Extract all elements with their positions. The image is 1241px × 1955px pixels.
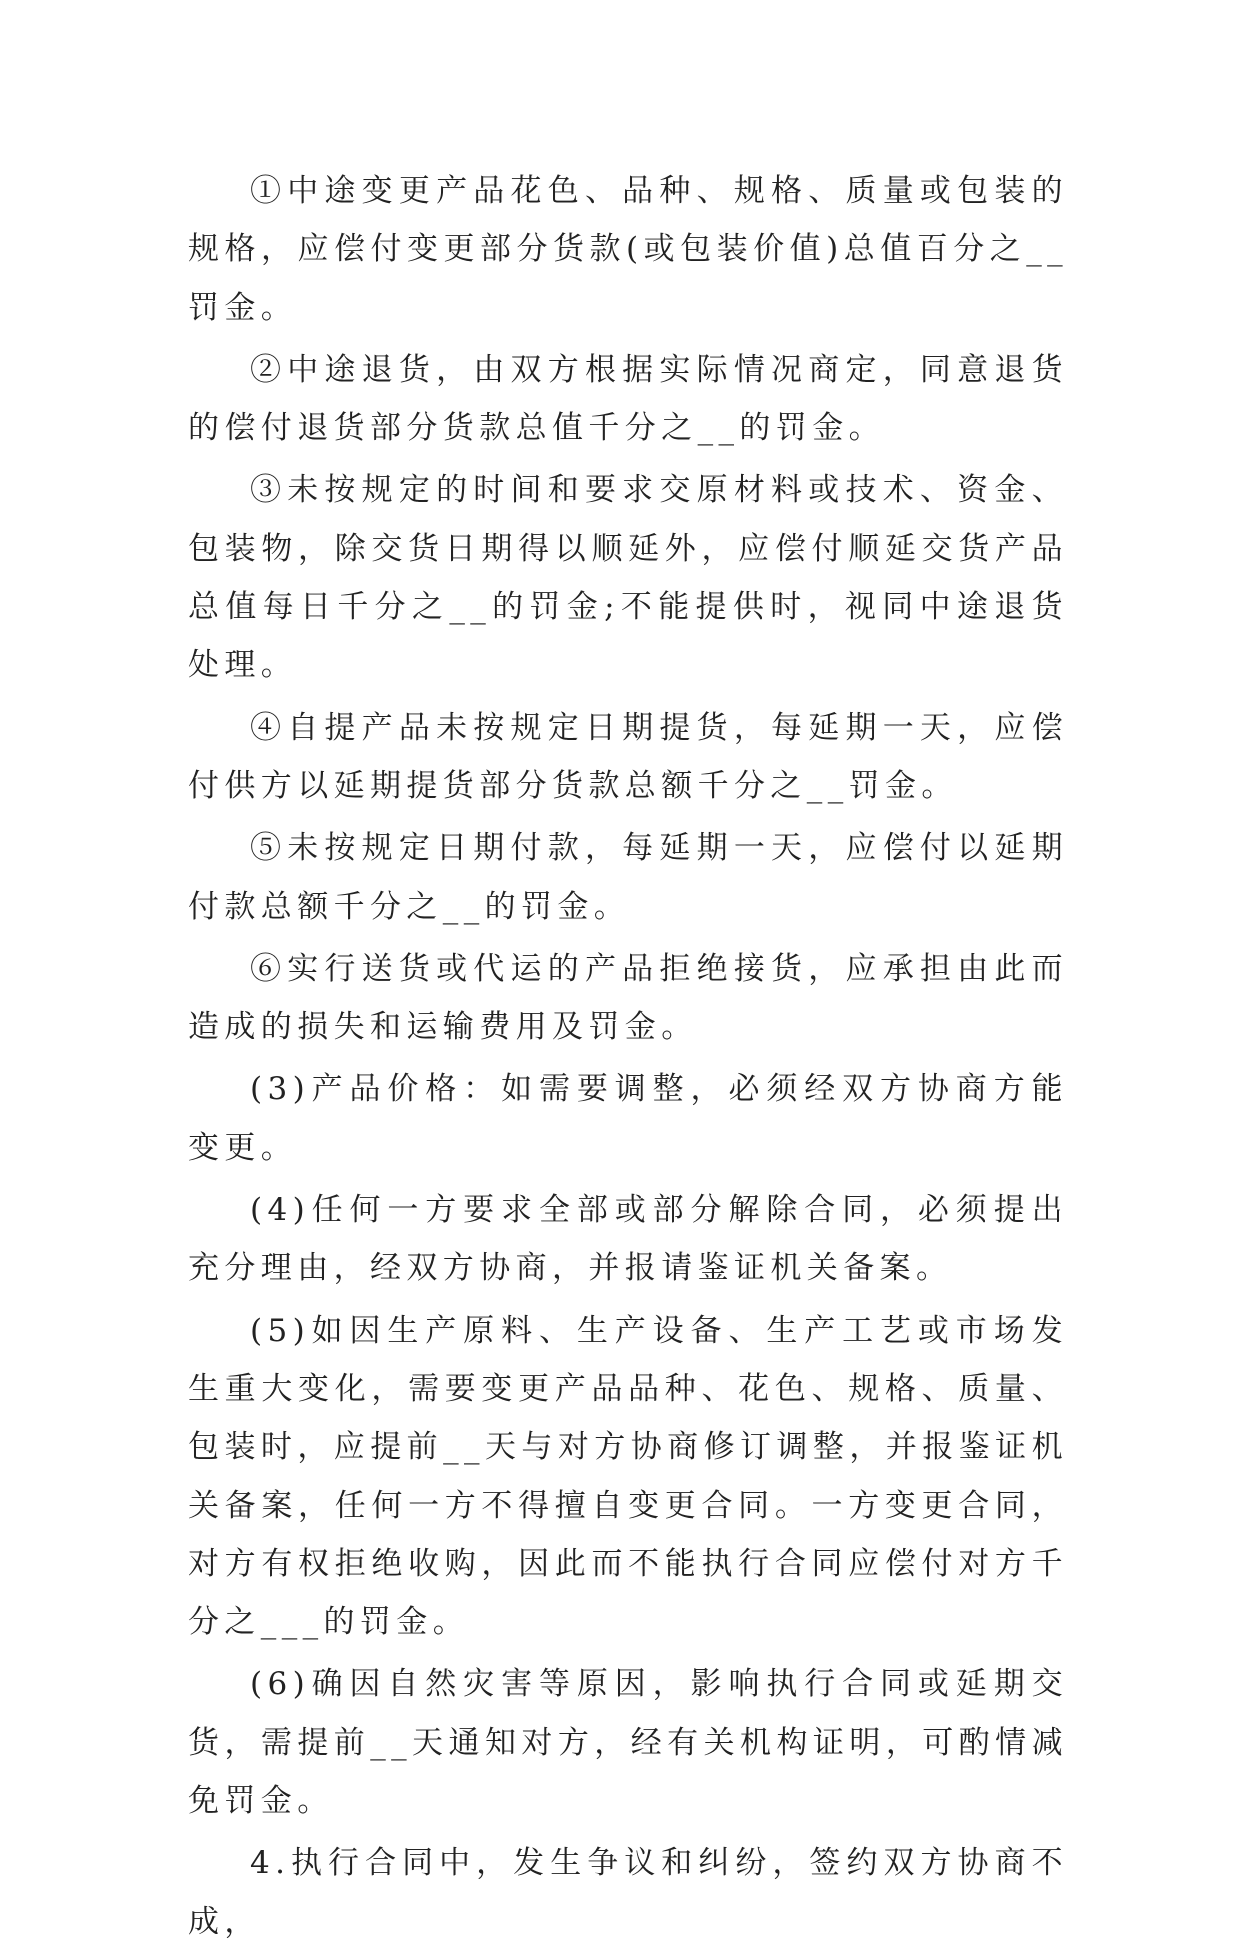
section-3-price: (3)产品价格：如需要调整，必须经双方协商方能变更。 [188, 1071, 1068, 1166]
clause-4-pickup: ④自提产品未按规定日期提货，每延期一天，应偿付供方以延期提货部分货款总额千分之__罚金。 [188, 709, 1068, 804]
clause-1-change-product: ①中途变更产品花色、品种、规格、质量或包装的规格，应偿付变更部分货款(或包装价值)总值百分之__罚金。 [188, 173, 1068, 326]
section-4-termination: (4)任何一方要求全部或部分解除合同，必须提出充分理由，经双方协商，并报请鉴证机关备案。 [188, 1192, 1068, 1287]
document-page [188, 162, 1068, 1955]
section-5-changes: (5)如因生产原料、生产设备、生产工艺或市场发生重大变化，需要变更产品品种、花色、规格、质量、包装时，应提前__天与对方协商修订调整，并报鉴证机关备案，任何一方不得擅自变更合同。一方变更合同，对方有权拒绝收购，因此而不能执行合同应偿付对方千分之___的罚金。 [188, 1312, 1068, 1641]
section-6-force-majeure: (6)确因自然灾害等原因，影响执行合同或延期交货，需提前__天通知对方，经有关机构证明，可酌情减免罚金。 [188, 1666, 1068, 1820]
clause-2-return-goods: ②中途退货，由双方根据实际情况商定，同意退货的偿付退货部分货款总值千分之__的罚金。 [188, 351, 1068, 447]
clause-5-payment: ⑤未按规定日期付款，每延期一天，应偿付以延期付款总额千分之__的罚金。 [188, 830, 1068, 925]
item-4-disputes: 4.执行合同中，发生争议和纠纷，签约双方协商不成， [188, 1845, 1068, 1940]
clause-6-delivery: ⑥实行送货或代运的产品拒绝接货，应承担由此而造成的损失和运输费用及罚金。 [188, 950, 1068, 1046]
clause-3-materials: ③未按规定的时间和要求交原材料或技术、资金、包装物，除交货日期得以顺延外，应偿付顺延交货产品总值每日千分之__的罚金;不能提供时，视同中途退货处理。 [188, 472, 1068, 684]
